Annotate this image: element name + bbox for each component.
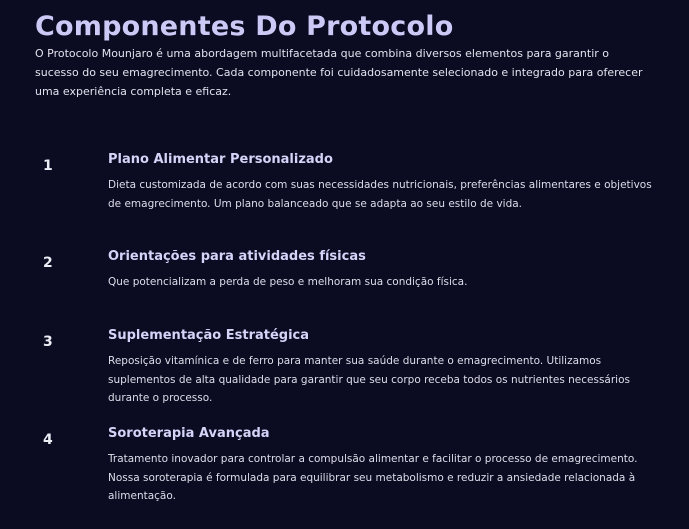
component-description: Reposição vitamínica e de ferro para manter sua saúde durante o emagrecimento. Utilizamos suplementos de alta qualidade para garantir que seu corpo receba todos os nutrientes necessários durante o processo. [108,355,630,404]
component-number: 2 [43,255,53,271]
component-title: Plano Alimentar Personalizado [108,152,333,167]
intro-paragraph: O Protocolo Mounjaro é uma abordagem multifacetada que combina diversos elementos para garantir o sucesso do seu emagrecimento. Cada componente foi cuidadosamente selecionado e integrado para oferecer uma experiência completa e eficaz. [35,47,643,98]
component-description: Dieta customizada de acordo com suas necessidades nutricionais, preferências alimentares e objetivos de emagrecimento. Um plano balanceado que se adapta ao seu estilo de vida. [108,179,652,210]
component-title: Orientações para atividades físicas [108,249,366,264]
component-description: Tratamento inovador para controlar a compulsão alimentar e facilitar o processo de emagrecimento. Nossa soroterapia é formulada para equilibrar seu metabolismo e reduzir a ansiedade relacionada à alimentação. [108,453,638,502]
component-number: 4 [43,432,53,448]
component-number: 1 [43,158,53,174]
component-title: Suplementação Estratégica [108,328,310,343]
component-title: Soroterapia Avançada [108,426,270,441]
page-title: Componentes Do Protocolo [35,11,454,42]
component-number: 3 [43,334,53,350]
component-description: Que potencializam a perda de peso e melhoram sua condição física. [108,276,468,288]
